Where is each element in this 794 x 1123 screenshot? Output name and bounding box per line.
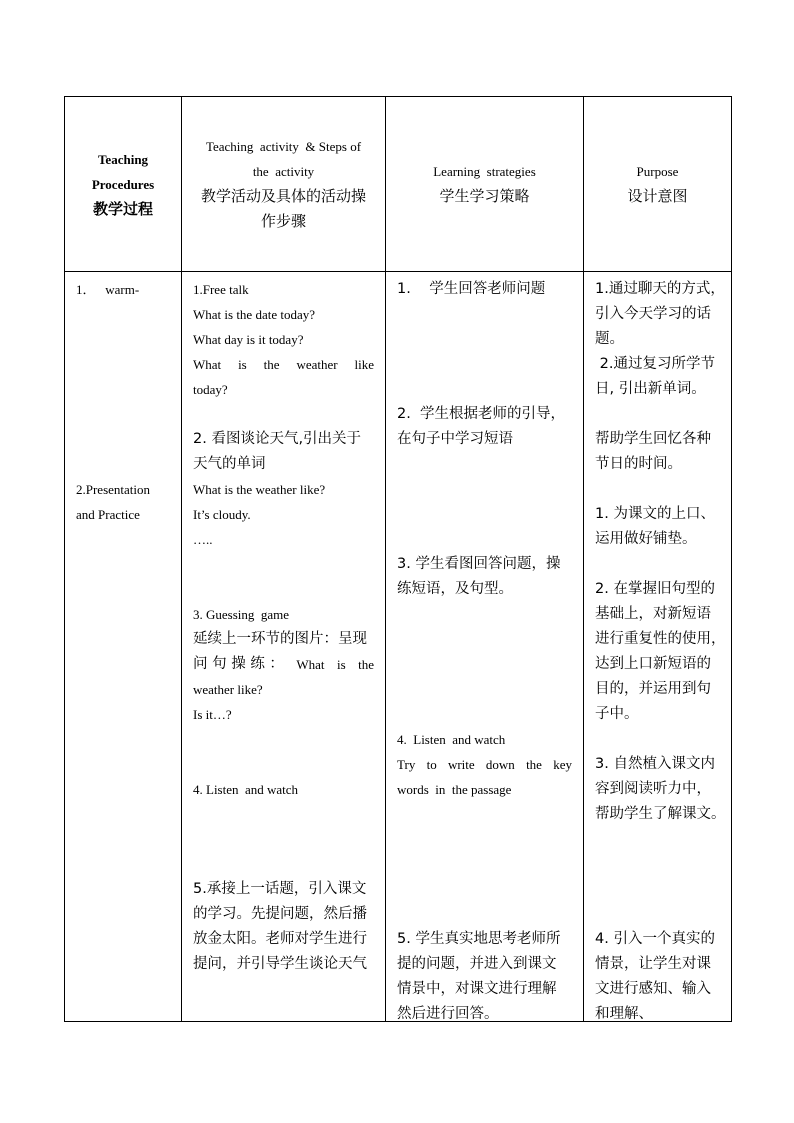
word: 问 句 操 练 ： [193,656,284,672]
strategy-line: 情景中，对课文进行理解 [397,981,557,997]
purpose-line: 引入今天学习的话 [595,306,711,322]
word: is [336,657,346,672]
word: down [485,757,515,772]
purpose-line: 进行重复性的使用， [595,631,726,647]
activity-line: 1.Free talk [193,282,249,297]
purpose-line: 日, 引出新单词。 [595,381,706,397]
header-zh-line: 设计意图 [627,187,688,205]
activity-line: today? [193,382,228,397]
purpose-line: 1.通过聊天的方式， [595,281,725,297]
word: Try [397,757,416,772]
procedures-cell [65,272,182,1022]
header-en-line: Teaching [97,151,149,167]
purpose-line: 帮助学生回忆各种 [595,431,711,447]
purpose-line: 2.通过复习所学节 [595,356,715,372]
activity-line: What is the date today? [193,307,316,322]
header-en-line: Teaching activity & Steps of [205,139,362,154]
strategy-line: 然后进行回答。 [397,1006,499,1022]
procedure-step: 2.Presentation [76,482,151,497]
activity-line [193,652,374,677]
purpose-line: 帮助学生了解课文。 [595,806,726,822]
activity-line: It’s cloudy. [193,507,251,522]
purpose-line: 子中。 [595,706,639,722]
purpose-line: 容到阅读听力中， [595,781,711,797]
purpose-line: 文进行感知、输入 [595,981,711,997]
activity-line: 天气的单词 [193,456,266,472]
procedure-step: 1． warm- [76,282,140,297]
activity-line: 2. 看图谈论天气,引出关于 [193,431,362,447]
header-zh-line: 教学活动及具体的活动操 [200,187,366,205]
purpose-line: 节日的时间。 [595,456,682,472]
purposes-cell [584,272,732,1022]
purpose-line: 4. 引入一个真实的 [595,931,715,947]
activity-line: 的学习。先提问题，然后播 [193,906,367,922]
purpose-line: 情景，让学生对课 [595,956,711,972]
strategy-line: 1. 学生回答老师问题 [397,281,546,297]
strategy-line: 5. 学生真实地思考老师所 [397,931,561,947]
activity-line: Is it…? [193,707,232,722]
header-teaching-activity [182,97,386,272]
strategy-line [397,752,572,777]
purpose-line: 和理解、 [595,1006,653,1022]
header-en-line: Learning strategies [433,164,536,179]
strategy-line: 3. 学生看图回答问题，操 [397,556,561,572]
header-en-line: Purpose [636,164,679,179]
purpose-line: 达到上口新短语的 [595,656,711,672]
activity-line: 延续上一环节的图片：呈现 [193,631,367,647]
strategy-line: 提的问题，并进入到课文 [397,956,557,972]
header-zh-line: 学生学习策略 [439,187,530,205]
word: weather [296,357,338,372]
word: like [354,357,374,372]
header-en-line: the activity [252,164,315,179]
activity-line: weather like? [193,682,263,697]
purpose-line: 3. 自然植入课文内 [595,756,715,772]
activity-line: 4. Listen and watch [193,782,299,797]
activity-line: ….. [193,532,213,547]
word: the [526,757,542,772]
content-row [65,272,732,1022]
header-teaching-procedures [65,97,182,272]
strategy-line: 4. Listen and watch [397,732,506,747]
header-learning-strategies [386,97,584,272]
header-purpose [584,97,732,272]
word: key [553,757,572,772]
header-en-line: Procedures [91,176,155,192]
activity-line: 提问，并引导学生谈论天气 [193,956,367,972]
word: to [426,757,437,772]
word: write [447,757,475,772]
activities-cell [182,272,386,1022]
word: is [238,357,247,372]
activity-line: What is the weather like? [193,482,326,497]
purpose-line: 基础上，对新短语 [595,606,711,622]
header-row [65,97,732,272]
activity-line [193,352,374,377]
header-zh-line: 教学过程 [92,199,153,218]
strategy-line: 练短语，及句型。 [397,581,513,597]
activity-line: 5.承接上一话题，引入课文 [193,881,367,897]
purpose-line: 2. 在掌握旧句型的 [595,581,715,597]
header-zh-line: 作步骤 [260,212,306,230]
strategy-line: words in the passage [397,782,512,797]
strategy-line: 2. 学生根据老师的引导， [397,406,566,422]
strategies-cell [386,272,584,1022]
activity-line: 3. Guessing game [193,607,290,622]
word: What [193,357,222,372]
activity-line: What day is it today? [193,332,304,347]
word: the [263,357,280,372]
lesson-plan-table [64,96,732,1022]
strategy-line: 在句子中学习短语 [397,431,513,447]
purpose-line: 题。 [595,331,624,347]
activity-line: 放金太阳。老师对学生进行 [193,931,367,947]
purpose-line: 1. 为课文的上口、 [595,506,715,522]
purpose-line: 运用做好铺垫。 [595,531,697,547]
word: the [358,657,374,672]
procedure-step: and Practice [76,507,140,522]
purpose-line: 目的，并运用到句 [595,681,711,697]
word: What [296,657,325,672]
